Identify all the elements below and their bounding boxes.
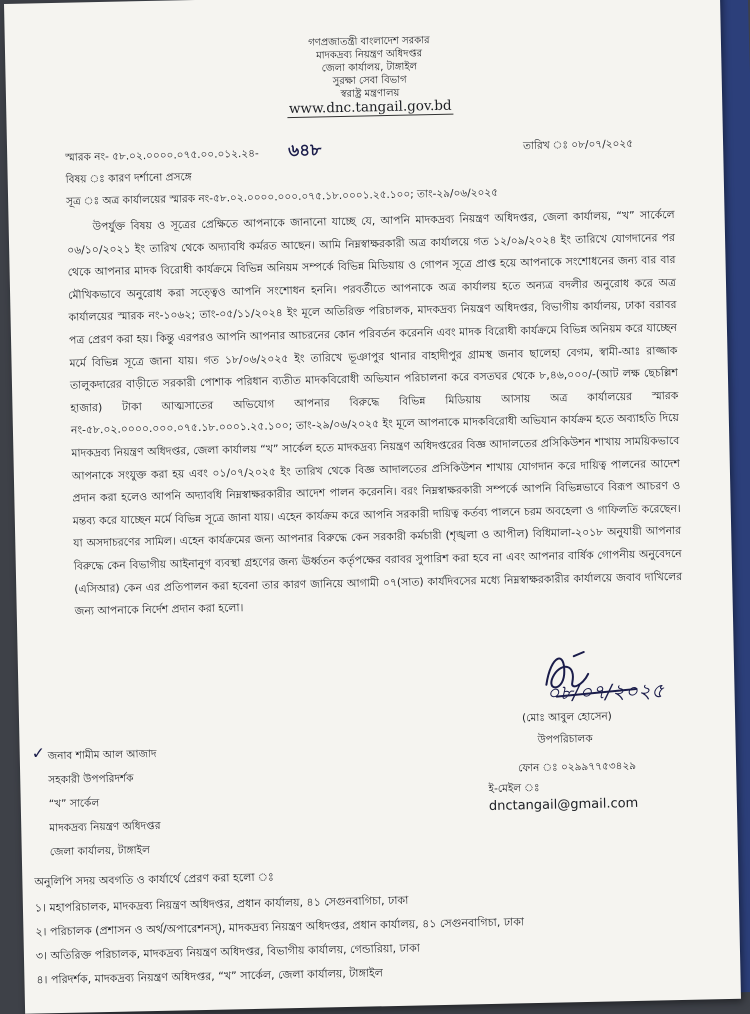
header-website: www.dnc.tangail.gov.bd (64, 93, 676, 122)
recipient-name: জনাব শামীম আল আজাদ (47, 747, 157, 763)
letter-body: উপর্যুক্ত বিষয় ও সূত্রের প্রেক্ষিতে আপনাকে জানানো যাচ্ছে যে, আপনি মাদকদ্রব্য নিয়ন্ত্রণ অধিদপ্তর, জেলা কার্যালয়, “খ” সার্কেলে ০৬/১০/২০২১ ইং তারিখ থেকে অদ্যাবধি কর্মরত আছেন। আমি নিম্নস্বাক্ষরকারী অত্র কার্যালয়ে গত ১২/০৯/২০২৪ ইং তারিখে যোগদানের পর থেকে আপনার মাদক বিরোধী কার্যক্রমে বিভিন্ন অনিয়ম সম্পর্কে বিভিন্ন মিডিয়ায় ও গোপন সূত্রে প্রাপ্ত হয়ে আপনাকে সংশোধনের জন্য বার বার মৌখিকভাবে অনুরোধ করা সত্ত্বেও আপনি সংশোধন হননি। পরবর্তীতে আপনাকে অত্র কার্যালয় হতে অন্যত্র বদলীর অনুরোধ করে অত্র কার্যালয়ের স্মারক নং-১০৬২; তাং-০৫/১১/২০২৪ ইং মূলে অতিরিক্ত পরিচালক, মাদকদ্রব্য নিয়ন্ত্রণ অধিদপ্তর, বিভাগীয় কার্যালয়, ঢাকা বরাবর পত্র প্রেরণ করা হয়। কিন্তু এরপরও আপনি আপনার আচরনের কোন পরিবর্তন করেননি এবং মাদক বিরোধী কার্যক্রমে বিভিন্ন অনিয়ম করে যাচ্ছেন মর্মে বিভিন্ন সূত্রে জানা যায়। গত ১৮/০৬/২০২৫ ইং তারিখে ভূঞাপুর থানার বাহাদীপুর গ্রামস্থ জনাব ছালেহা বেগম, স্বামী-আঃ রাজ্জাক তালুকদারের বাড়ীতে সরকারী পোশাক পরিধান ব্যতীত মাদকবিরোধী অভিযান পরিচালনা করে বসতঘর থেকে ৮,৪৬,০০০/-(আট লক্ষ ছেচল্লিশ হাজার) টাকা আত্মসাতের অভিযোগ আপনার বিরুদ্ধে বিভিন্ন মিডিয়ায় আসায় অত্র কার্যালয়ের স্মারক নং-৫৮.০২.০০০০.০০০.০৭৫.১৮.০০০১.২৫.১০০; তাং-২৯/০৬/২০২৫ ইং মূলে আপনাকে মাদকবিরোধী অভিযান কার্যক্রম হতে অব্যাহতি দিয়ে মাদকদ্রব্য নিয়ন্ত্রণ অধিদপ্তর, জেলা কার্যালয় “খ” সার্কেল হতে মাদকদ্রব্য নিয়ন্ত্রণ অধিদপ্তরের বিজ্ঞ আদালতের প্রসিকিউশন শাখায় সাময়িকভাবে আপনাকে সংযুক্ত করা হয় এবং ০১/০৭/২০২৫ ইং তারিখ থেকে বিজ্ঞ আদালতের প্রসিকিউশন শাখায় যোগদান করে দায়িত্ব পালনের আদেশ প্রদান করা হলেও আপনি অদ্যাবধি নিম্নস্বাক্ষরকারীর আদেশ পালন করেননি। বরং নিম্নস্বাক্ষরকারী সম্পর্কে আপনি বিভিন্নভাবে বিরূপ আচরণ ও মন্তব্য করে যাচ্ছেন মর্মে বিভিন্ন সূত্রে জানা যায়। এহেন কার্যক্রম করে আপনি সরকারী দায়িত্ব কর্তব্য পালনে চরম অবহেলা ও গাফিলতি করেছেন। যা অসদাচরণের সামিল। এহেন কার্যক্রমের জন্য আপনার বিরুদ্ধে কেন সরকারী কর্মচারী (শৃঙ্খলা ও আপীল) বিধিমালা-২০১৮ অনুযায়ী আপনার বিরুদ্ধে কেন বিভাগীয় আইনানুগ ব্যবস্থা গ্রহণের জন্য ঊর্ধ্বতন কর্তৃপক্ষের বরাবর সুপারিশ করা হবে না এবং আপনার বার্ষিক গোপনীয় অনুবেদনে (এসিআর) কেন এর প্রতিপালন করা হবেনা তার কারণ জানিয়ে আগামী ০৭(সাত) কার্যদিবসের মধ্যে নিম্নস্বাক্ষরকারীর কার্যালয়ে জবাব দাখিলের জন্য আপনাকে নির্দেশ প্রদান করা হলো। (67, 208, 683, 618)
header-department: মাদকদ্রব্য নিয়ন্ত্রণ অধিদপ্তর (316, 48, 423, 62)
recipient-department: মাদকদ্রব্য নিয়ন্ত্রণ অধিদপ্তর (49, 819, 161, 835)
signatory-phone: ফোন ঃ ০২৯৯৭৭৫৩৪২৯ (517, 759, 637, 775)
signatory-email (488, 778, 691, 814)
recipient-designation: সহকারী উপপরিদর্শক (48, 772, 134, 787)
memo-date: তারিখ ঃ ০৮/০৭/২০২৫ (522, 137, 634, 153)
header-office: জেলা কার্যালয়, টাঙ্গাইল (321, 61, 418, 75)
recipient-circle: “খ” সার্কেল (48, 797, 100, 811)
copy-heading: অনুলিপি সদয় অবগতি ও কার্যার্থে প্রেরণ করা হলো ঃ (34, 870, 274, 889)
copy-item: ১। মহাপরিচালক, মাদকদ্রব্য নিয়ন্ত্রণ অধিদপ্তর, প্রধান কার্যালয়, ৪১ সেগুনবাগিচা, ঢাকা (34, 893, 409, 915)
header-ministry: স্বরাষ্ট্র মন্ত্রণালয় (340, 87, 400, 100)
email-label: ই-মেইল ঃ (488, 781, 540, 796)
subject-line: বিষয় ঃ কারণ দর্শানো প্রসঙ্গে (65, 171, 192, 186)
header-division: সুরক্ষা সেবা বিভাগ (332, 74, 407, 88)
recipient-office: জেলা কার্যালয়, টাঙ্গাইল (49, 844, 150, 859)
memo-handwritten-number: ৬৪৮ (287, 140, 322, 162)
email-address: dnctangail@gmail.com (488, 795, 639, 815)
header-government: গণপ্রজাতন্ত্রী বাংলাদেশ সরকার (308, 35, 430, 49)
signatory-title: উপপরিচালক (537, 732, 593, 746)
document-page (4, 0, 741, 1014)
signature-handwritten-date: ০৮/০৭/২০২৫ (546, 678, 665, 705)
signatory-name: (মোঃ আবুল হোসেন) (521, 710, 612, 725)
reference-line: সূত্র ঃ অত্র কার্যালয়ের স্মারক নং-৫৮.০২.০০০০.০০০.০৭৫.১৮.০০০১.২৫.১০০; তাং-২৯/০৬/২০২৫ (66, 186, 499, 208)
check-mark-icon: ✓ (31, 743, 46, 763)
memo-number: স্মারক নং- ৫৮.০২.০০০০.০৭৫.০০.০১২.২৪- (65, 147, 259, 164)
copy-item: ২। পরিচালক (প্রশাসন ও অর্থ/অপারেশনস্), মাদকদ্রব্য নিয়ন্ত্রণ অধিদপ্তর, প্রধান কার্যালয়, ৪১ সেগুনবাগিচা, ঢাকা (35, 915, 525, 939)
copy-item: ৩। অতিরিক্ত পরিচালক, মাদকদ্রব্য নিয়ন্ত্রণ অধিদপ্তর, বিভাগীয় কার্যালয়, গেন্ডারিয়া, ঢাকা (35, 941, 421, 963)
copy-item: ৪। পরিদর্শক, মাদকদ্রব্য নিয়ন্ত্রণ অধিদপ্তর, “খ” সার্কেল, জেলা কার্যালয়, টাঙ্গাইল (36, 966, 384, 987)
